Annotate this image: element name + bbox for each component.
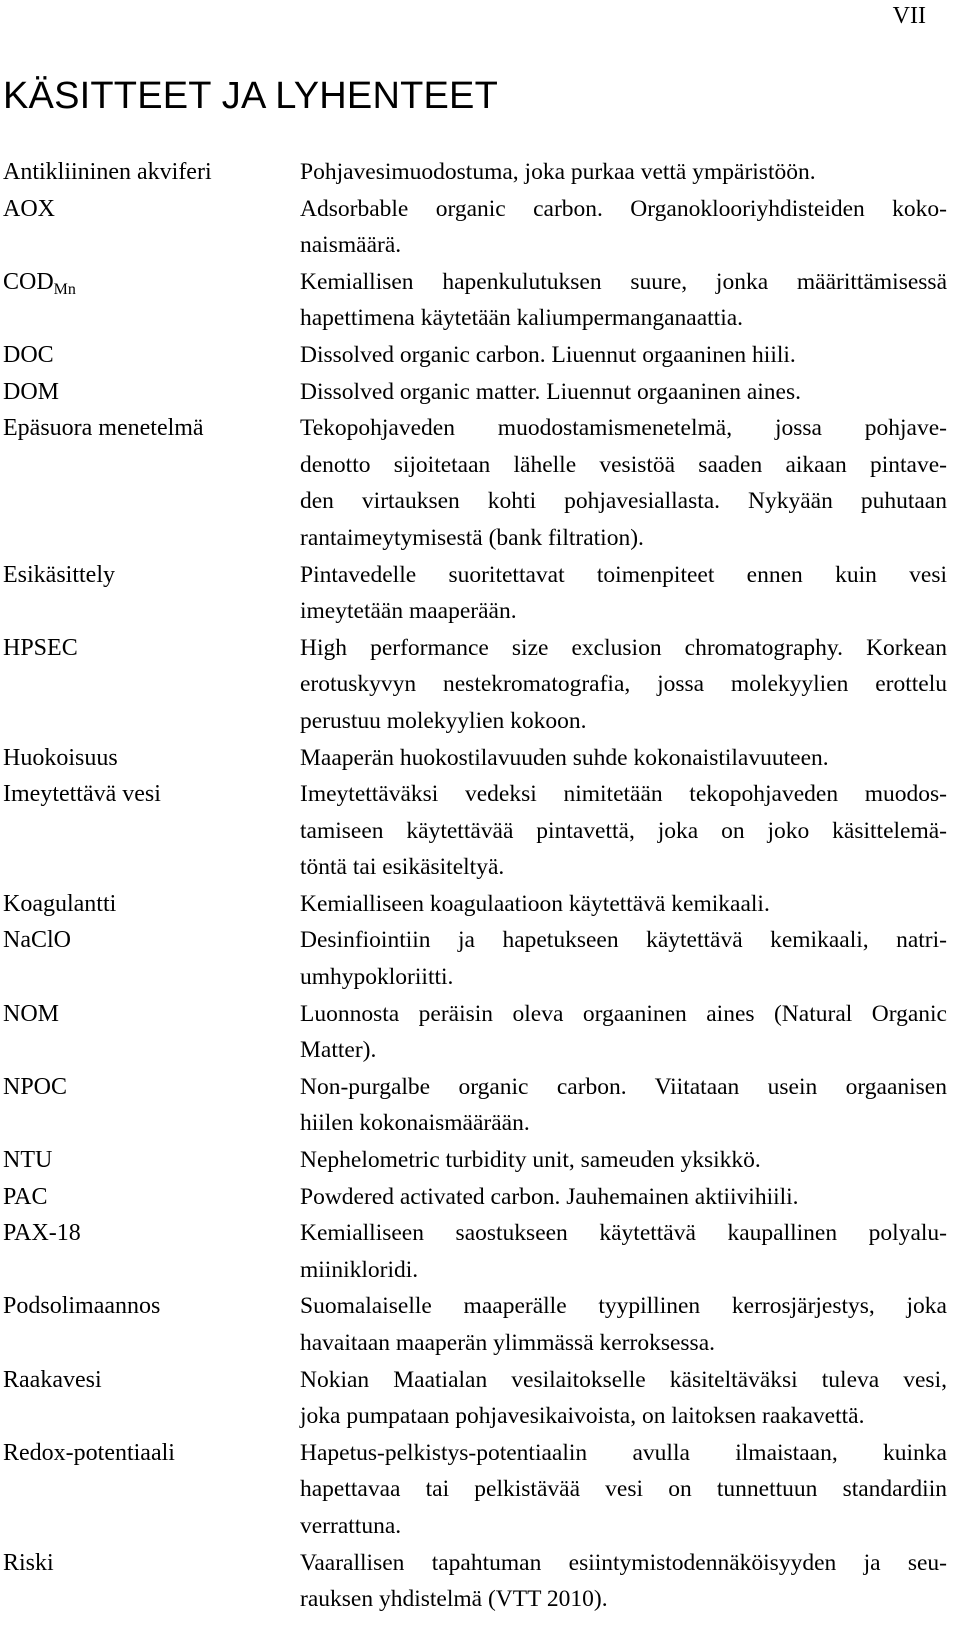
glossary-definition: [300, 1362, 947, 1435]
glossary-entry: [3, 337, 947, 374]
glossary-entry: [3, 1069, 947, 1142]
glossary-definition: [300, 557, 947, 630]
glossary-term-text: DOM: [3, 378, 60, 405]
glossary-definition-line: erotuskyvyn nestekromatografia, jossa molekyylien erottelu: [300, 671, 947, 698]
glossary-definition-line: Hapetus-pelkistys-potentiaalin avulla ilmaistaan, kuinka: [300, 1439, 947, 1466]
glossary-definition-line: denotto sijoitetaan lähelle vesistöä saaden aikaan pintave-: [300, 451, 947, 478]
glossary-term-text: DOC: [3, 341, 54, 368]
glossary-term-text: Huokoisuus: [3, 744, 118, 771]
glossary-definition-line: Kemialliseen saostukseen käytettävä kaupallinen polyalu-: [300, 1220, 947, 1247]
glossary-definition-line: Powdered activated carbon. Jauhemainen aktiivihiili.: [300, 1183, 799, 1210]
glossary-term: [3, 776, 300, 813]
glossary-entry: [3, 996, 947, 1069]
glossary-definition-line: Nephelometric turbidity unit, sameuden yksikkö.: [300, 1147, 761, 1174]
glossary-term-text: Koagulantti: [3, 890, 117, 917]
glossary-term-text: NPOC: [3, 1073, 68, 1100]
glossary-term: [3, 740, 300, 777]
glossary-definition: [300, 996, 947, 1069]
glossary-definition: [300, 1288, 947, 1361]
glossary-term-text: Raakavesi: [3, 1366, 102, 1393]
glossary-definition-line: Dissolved organic carbon. Liuennut orgaaninen hiili.: [300, 341, 796, 368]
glossary-definition: [300, 154, 947, 191]
glossary-term-text: PAC: [3, 1183, 48, 1210]
glossary-definition-line: Suomalaiselle maaperälle tyypillinen kerrosjärjestys, joka: [300, 1293, 947, 1320]
glossary-term: [3, 1215, 300, 1252]
glossary-definition: [300, 886, 947, 923]
glossary-definition: [300, 922, 947, 995]
glossary-term-text: Esikäsittely: [3, 561, 115, 588]
glossary-definition-line: Vaarallisen tapahtuman esiintymistodennäköisyyden ja seu-: [300, 1549, 947, 1576]
glossary-definition-line: perustuu molekyylien kokoon.: [300, 707, 587, 734]
glossary-definition-line: Luonnosta peräisin oleva orgaaninen aines (Natural Organic: [300, 1000, 947, 1027]
glossary-term-subscript: Mn: [53, 280, 76, 298]
glossary-definition-line: High performance size exclusion chromatography. Korkean: [300, 634, 947, 661]
glossary-definition-line: Pintavedelle suoritettavat toimenpiteet ennen kuin vesi: [300, 561, 947, 588]
glossary-definition: [300, 191, 947, 264]
glossary-definition-line: Matter).: [300, 1037, 377, 1064]
glossary-definition-line: rantaimeytymisestä (bank filtration).: [300, 524, 644, 551]
glossary-definition-line: miinikloridi.: [300, 1256, 419, 1283]
glossary-term: [3, 410, 300, 447]
glossary-definition-line: hapettavaa tai pelkistävää vesi on tunnettuun standardiin: [300, 1476, 947, 1503]
glossary-term: [3, 1362, 300, 1399]
glossary-definition-line: havaitaan maaperän ylimmässä kerroksessa.: [300, 1330, 716, 1356]
glossary-definition: [300, 1142, 947, 1179]
glossary-term: [3, 1288, 300, 1325]
glossary-definition-line: Pohjavesimuodostuma, joka purkaa vettä ympäristöön.: [300, 159, 816, 185]
glossary-entry: [3, 922, 947, 995]
glossary-definition: [300, 374, 947, 411]
glossary-definition-line: Tekopohjaveden muodostamismenetelmä, jossa pohjave-: [300, 415, 947, 442]
glossary-term: [3, 191, 300, 228]
glossary-term-text: Podsolimaannos: [3, 1293, 161, 1320]
glossary-term-text: NOM: [3, 1000, 60, 1027]
glossary-entry: [3, 1288, 947, 1361]
glossary-entry: [3, 191, 947, 264]
glossary-term: [3, 337, 300, 374]
glossary-definition: [300, 740, 947, 777]
glossary-term-text: AOX: [3, 195, 55, 222]
glossary-entry: [3, 410, 947, 556]
glossary-entry: [3, 886, 947, 923]
glossary-term: [3, 886, 300, 923]
glossary-definition-line: hiilen kokonaismäärään.: [300, 1110, 530, 1137]
glossary-term: [3, 154, 300, 191]
glossary-term-text: Redox-potentiaali: [3, 1439, 175, 1466]
glossary-entry: [3, 1215, 947, 1288]
glossary-term-text: HPSEC: [3, 634, 78, 661]
glossary-definition-line: imeytetään maaperään.: [300, 598, 517, 625]
glossary-term-text: Epäsuora menetelmä: [3, 415, 204, 442]
glossary-definition: [300, 1179, 947, 1216]
glossary-definition-line: hapettimena käytetään kaliumpermanganaattia.: [300, 305, 744, 332]
glossary-entry: [3, 740, 947, 777]
glossary-term: [3, 922, 300, 959]
glossary-definition-line: Imeytettäväksi vedeksi nimitetään tekopohjaveden muodos-: [300, 781, 947, 808]
glossary-definition-line: den virtauksen kohti pohjavesiallasta. Nykyään puhutaan: [300, 488, 947, 515]
glossary-entry: [3, 374, 947, 411]
glossary-entry: [3, 1179, 947, 1216]
glossary-term-text: Riski: [3, 1549, 54, 1576]
glossary-term: [3, 264, 300, 301]
glossary-entry: [3, 1545, 947, 1618]
glossary-entry: [3, 1362, 947, 1435]
glossary-term-text: COD: [3, 268, 54, 295]
glossary-term: [3, 996, 300, 1033]
glossary-definition-line: Non-purgalbe organic carbon. Viitataan usein orgaanisen: [300, 1073, 947, 1100]
glossary-term-text: NaClO: [3, 927, 71, 954]
glossary-definition-line: naismäärä.: [300, 232, 402, 259]
glossary-term-text: Antikliininen akviferi: [3, 159, 212, 185]
glossary-entry: [3, 1435, 947, 1545]
glossary-definition-line: umhypokloriitti.: [300, 964, 454, 991]
glossary-term-text: NTU: [3, 1147, 53, 1174]
glossary-term: [3, 1545, 300, 1582]
glossary-definition: [300, 1545, 947, 1618]
glossary-entry: [3, 154, 947, 191]
glossary-entry: [3, 776, 947, 886]
glossary-term: [3, 1142, 300, 1179]
glossary-term: [3, 1435, 300, 1472]
glossary-definition: [300, 410, 947, 556]
page-title: KÄSITTEET JA LYHENTEET: [3, 75, 499, 117]
glossary-definition-line: Nokian Maatialan vesilaitokselle käsiteltäväksi tuleva vesi,: [300, 1366, 947, 1393]
glossary-definition-line: Maaperän huokostilavuuden suhde kokonaistilavuuteen.: [300, 744, 829, 771]
glossary-list: [3, 154, 947, 1618]
glossary-definition-line: Adsorbable organic carbon. Organoklooriyhdisteiden koko-: [300, 195, 947, 222]
glossary-definition: [300, 630, 947, 740]
glossary-entry: [3, 557, 947, 630]
glossary-definition: [300, 1215, 947, 1288]
glossary-definition: [300, 337, 947, 374]
glossary-term-text: Imeytettävä vesi: [3, 781, 161, 808]
glossary-definition-line: Kemialliseen koagulaatioon käytettävä kemikaali.: [300, 890, 770, 917]
glossary-definition-line: joka pumpataan pohjavesikaivoista, on laitoksen raakavettä.: [300, 1403, 865, 1430]
glossary-term: [3, 630, 300, 667]
glossary-definition: [300, 1069, 947, 1142]
glossary-definition: [300, 1435, 947, 1545]
glossary-entry: [3, 630, 947, 740]
glossary-entry: [3, 264, 947, 337]
glossary-definition-line: Dissolved organic matter. Liuennut orgaaninen aines.: [300, 378, 801, 405]
glossary-entry: [3, 1142, 947, 1179]
glossary-term: [3, 557, 300, 594]
glossary-definition-line: töntä tai esikäsiteltyä.: [300, 854, 505, 881]
glossary-term-text: PAX-18: [3, 1220, 81, 1247]
glossary-definition-line: verrattuna.: [300, 1512, 402, 1539]
glossary-term: [3, 1069, 300, 1106]
glossary-term: [3, 374, 300, 411]
glossary-term: [3, 1179, 300, 1216]
page-number: VII: [892, 3, 926, 29]
glossary-definition-line: rauksen yhdistelmä (VTT 2010).: [300, 1586, 608, 1613]
glossary-definition: [300, 264, 947, 337]
glossary-definition: [300, 776, 947, 886]
glossary-definition-line: Desinfiointiin ja hapetukseen käytettävä kemikaali, natri-: [300, 927, 947, 954]
glossary-definition-line: Kemiallisen hapenkulutuksen suure, jonka määrittämisessä: [300, 268, 947, 295]
glossary-definition-line: tamiseen käytettävää pintavettä, joka on joko käsittelemä-: [300, 817, 947, 844]
